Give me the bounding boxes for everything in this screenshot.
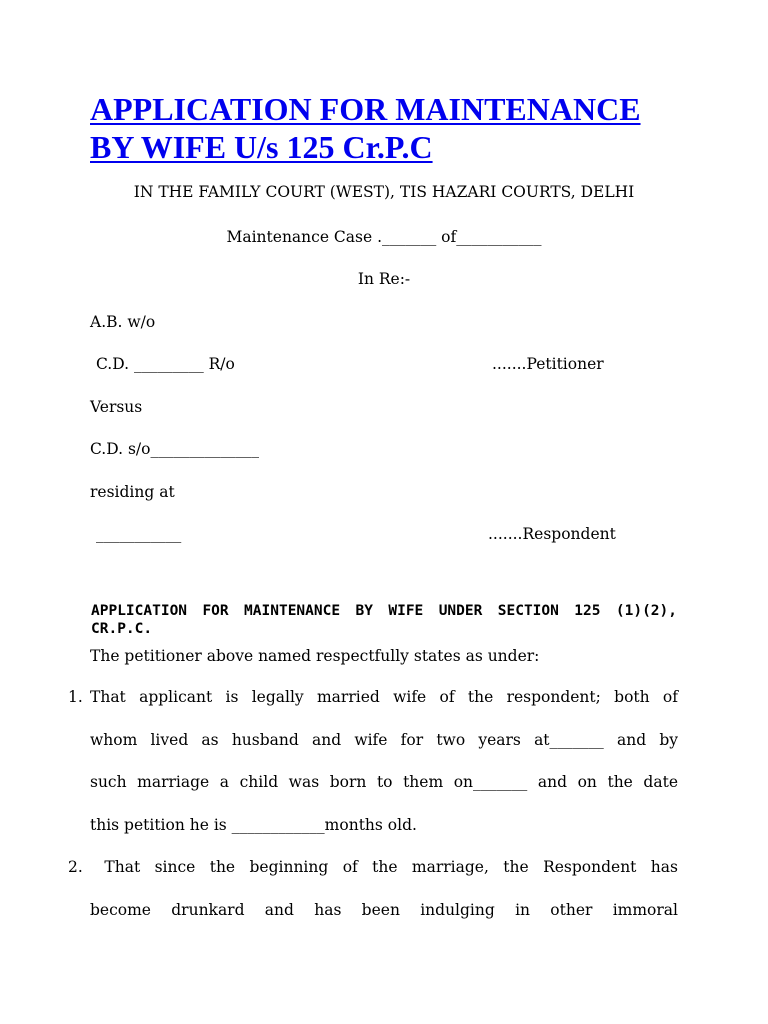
respondent-label: .......Respondent xyxy=(488,525,616,543)
paragraph-1-line-2: whom lived as husband and wife for two years at_______ and by xyxy=(90,731,678,749)
petitioner-name-line: A.B. w/o xyxy=(90,313,156,331)
intro-statement: The petitioner above named respectfully states as under: xyxy=(90,647,540,665)
court-name: IN THE FAMILY COURT (WEST), TIS HAZARI COURTS, DELHI xyxy=(133,183,635,201)
versus-label: Versus xyxy=(90,398,143,416)
paragraph-2-number: 2. xyxy=(68,858,83,876)
section-heading: APPLICATION FOR MAINTENANCE BY WIFE UNDER SECTION 125 (1)(2), CR.P.C. xyxy=(91,603,677,637)
petitioner-husband-line: C.D. _________ R/o xyxy=(96,355,235,373)
paragraph-1-number: 1. xyxy=(68,688,83,706)
in-re-label: In Re:- xyxy=(357,270,411,288)
respondent-address-blank: ___________ xyxy=(96,525,182,543)
paragraph-1-line-1: That applicant is legally married wife of the respondent; both of xyxy=(90,688,678,706)
respondent-residing-line: residing at xyxy=(90,483,175,501)
paragraph-2-line-2: become drunkard and has been indulging in other immoral xyxy=(90,901,678,919)
petitioner-label: .......Petitioner xyxy=(492,355,604,373)
document-title: APPLICATION FOR MAINTENANCE BY WIFE U/s 125 Cr.P.C xyxy=(90,91,641,165)
respondent-name-line: C.D. s/o______________ xyxy=(90,440,259,458)
paragraph-2-line-1: That since the beginning of the marriage, the Respondent has xyxy=(90,858,678,876)
paragraph-1-line-3: such marriage a child was born to them on_______ and on the date xyxy=(90,773,678,791)
case-number-line: Maintenance Case ._______ of___________ xyxy=(226,228,542,246)
paragraph-1-line-4: this petition he is ____________months old. xyxy=(90,816,417,834)
